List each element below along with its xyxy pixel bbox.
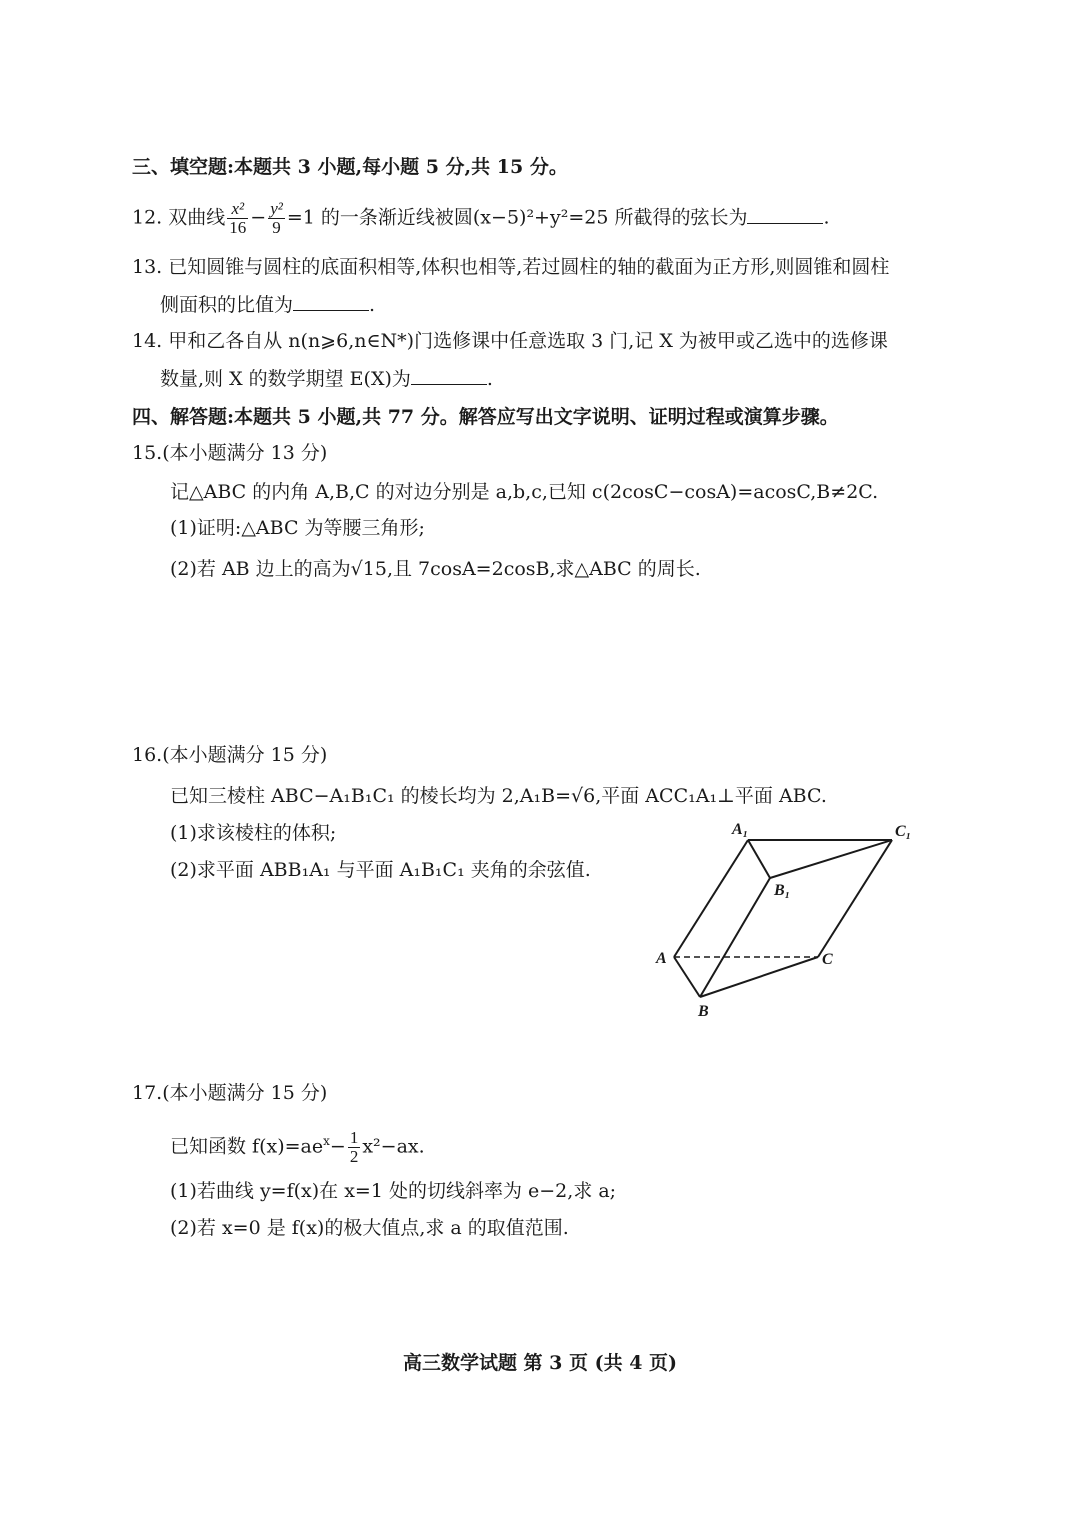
label-b: B [698, 1003, 709, 1020]
q17-stem-prefix: 已知函数 f(x)=ae [170, 1135, 324, 1158]
question-17-stem [170, 1128, 425, 1166]
question-16-part-1: (1)求该棱柱的体积; [170, 822, 337, 844]
q12-minus: − [250, 206, 267, 229]
label-c1: C₁ [895, 823, 912, 840]
question-17-part-1: (1)若曲线 y=f(x)在 x=1 处的切线斜率为 e−2,求 a; [170, 1180, 617, 1202]
q17-stem-suffix: x²−ax. [362, 1135, 425, 1158]
q13-answer-blank[interactable] [293, 292, 369, 311]
edge-c1-c [818, 840, 892, 957]
prism-figure [640, 812, 940, 1027]
question-16-stem: 已知三棱柱 ABC−A₁B₁C₁ 的棱长均为 2,A₁B=√6,平面 ACC₁A₁⊥平面 ABC. [170, 785, 827, 807]
question-15-part-1: (1)证明:△ABC 为等腰三角形; [170, 517, 425, 539]
page-footer: 高三数学试题 第 3 页 (共 4 页) [402, 1352, 678, 1374]
q12-end: . [823, 206, 830, 229]
q17-frac-den: 2 [349, 1146, 359, 1166]
label-b1: B₁ [774, 882, 791, 899]
label-a1: A₁ [732, 821, 749, 838]
question-16-title: 16.(本小题满分 15 分) [132, 744, 328, 766]
question-15-part-2: (2)若 AB 边上的高为√15,且 7cosA=2cosB,求△ABC 的周长. [170, 558, 701, 580]
edge-b1-b [700, 878, 770, 997]
edge-b1-c1 [770, 840, 892, 878]
q12-suffix: =1 的一条渐近线被圆(x−5)²+y²=25 所截得的弦长为 [286, 206, 748, 229]
q12-prefix: 12. 双曲线 [132, 206, 226, 229]
question-15-title: 15.(本小题满分 13 分) [132, 442, 328, 464]
question-14-line-1: 14. 甲和乙各自从 n(n⩾6,n∈N*)门选修课中任意选取 3 门,记 X 为被甲或乙选中的选修课 [132, 330, 888, 352]
question-16-part-2: (2)求平面 ABB₁A₁ 与平面 A₁B₁C₁ 夹角的余弦值. [170, 859, 591, 881]
section-4-heading: 四、解答题:本题共 5 小题,共 77 分。解答应写出文字说明、证明过程或演算步骤。 [132, 406, 839, 428]
q12-answer-blank[interactable] [747, 205, 823, 224]
edge-a1-a [674, 840, 748, 957]
question-17-title: 17.(本小题满分 15 分) [132, 1082, 328, 1104]
edge-b-c [700, 957, 818, 997]
edge-a1-b1 [748, 840, 770, 878]
q14-answer-blank[interactable] [411, 366, 487, 385]
q14-line2-text: 数量,则 X 的数学期望 E(X)为 [160, 368, 411, 390]
section-3-heading: 三、填空题:本题共 3 小题,每小题 5 分,共 15 分。 [132, 156, 568, 178]
q12-frac2-den: 9 [272, 218, 281, 237]
q13-line2-text: 侧面积的比值为 [160, 294, 294, 316]
triangular-prism-diagram [640, 812, 940, 1027]
question-17-part-2: (2)若 x=0 是 f(x)的极大值点,求 a 的取值范围. [170, 1217, 569, 1239]
q17-frac-num: 1 [349, 1127, 359, 1147]
question-13-line-1: 13. 已知圆锥与圆柱的底面积相等,体积也相等,若过圆柱的轴的截面为正方形,则圆锥和圆柱 [132, 256, 890, 278]
edge-a-b [674, 957, 700, 997]
q13-end: . [369, 294, 376, 316]
q14-end: . [486, 368, 493, 390]
q12-frac1-den: 16 [229, 218, 247, 237]
q17-fraction-half [348, 1129, 361, 1166]
q12-frac2-num: y² [270, 199, 283, 218]
label-a: A [656, 950, 667, 967]
q12-fraction-y [268, 200, 285, 237]
q12-fraction-x [227, 200, 248, 237]
question-13-line-2 [160, 292, 375, 318]
label-c: C [822, 951, 833, 968]
q12-frac1-num: x² [227, 200, 248, 219]
question-15-stem: 记△ABC 的内角 A,B,C 的对边分别是 a,b,c,已知 c(2cosC−cosA)=acosC,B≠2C. [170, 481, 879, 503]
question-14-line-2 [160, 366, 493, 392]
question-12 [132, 200, 830, 237]
q17-stem-minus: − [329, 1135, 346, 1158]
q17-exponent: x [323, 1134, 330, 1148]
